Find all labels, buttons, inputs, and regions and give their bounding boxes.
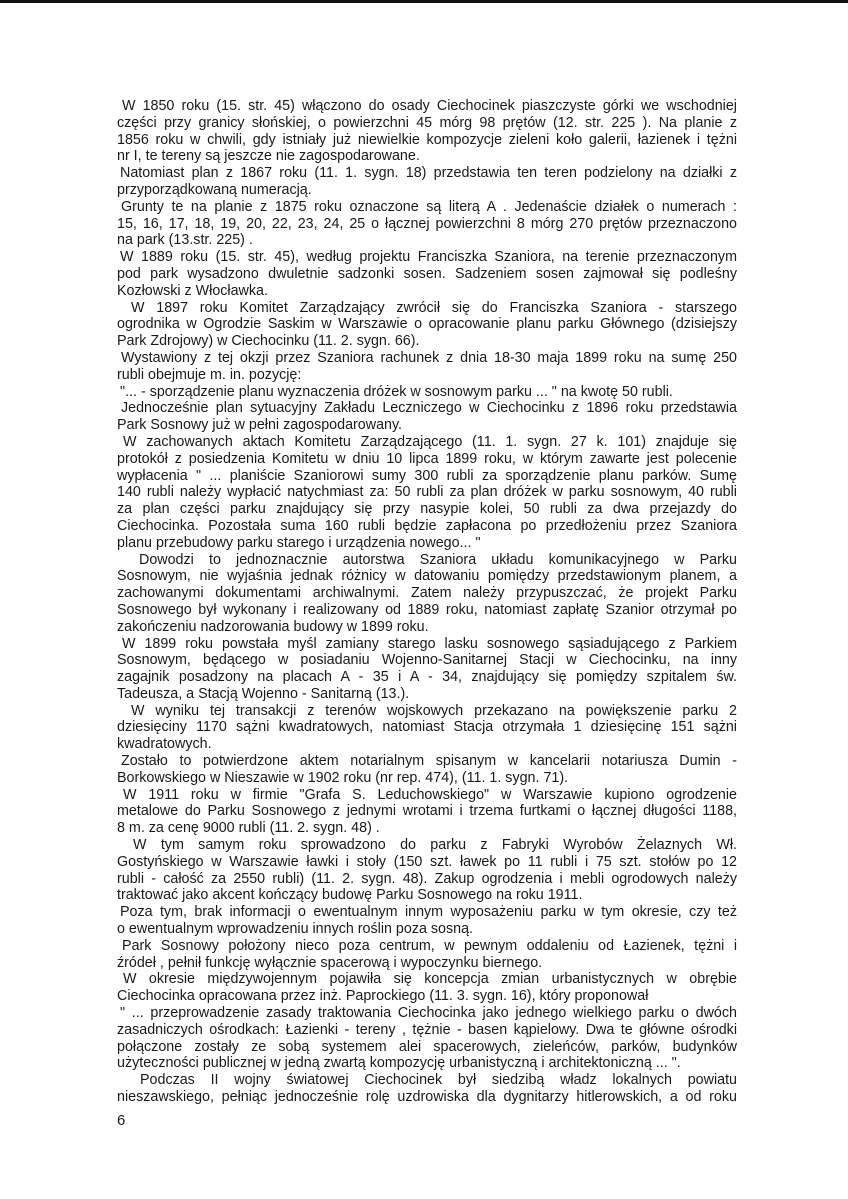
text-line: W tym samym roku sprowadzono do parku z Fabryki Wyrobów Żelaznych Wł. — [133, 837, 737, 854]
paragraph — [117, 753, 737, 787]
text-line: zakończeniu nadzorowania budowy w 1899 roku. — [117, 618, 429, 635]
text-line: Sosnowym, nie wyjaśnia jednak różnicy w datowaniu pomiędzy przedstawionym planem, a — [117, 568, 737, 585]
text-line: W 1899 roku powstała myśl zamiany starego lasku sosnowego sąsiadującego z Parkiem — [122, 635, 737, 652]
text-line: Zostało to potwierdzone aktem notarialnym spisanym w kancelarii notariusza Dumin - — [121, 753, 737, 770]
paragraph — [117, 165, 737, 199]
text-line: W 1911 roku w firmie "Grafa S. Leduchowskiego" w Warszawie kupiono ogrodzenie — [123, 786, 737, 803]
text-line: Sosnowym, będącego w posiadaniu Wojenno-Sanitarnej Stacji w Ciechocinku, na inny — [117, 652, 737, 669]
text-line: 8 m. za cenę 9000 rubli (11. 2. sygn. 48) . — [117, 820, 380, 837]
text-line: pod park wysadzono dwuletnie sadzonki sosen. Sadzeniem sosen zajmował się podleśny — [117, 265, 737, 282]
paragraph — [117, 384, 737, 401]
text-line: Grunty te na planie z 1875 roku oznaczone są literą A . Jedenaście działek o numerach : — [121, 198, 737, 215]
text-line: zagajnik posadzony na placach A - 35 i A - 34, znajdujący się pomiędzy szpitalem św. — [117, 669, 737, 686]
text-line: " ... przeprowadzenie zasady traktowania Ciechocinka jako jednego wielkiego parku o dwóch — [120, 1005, 737, 1022]
text-line: o ewentualnym wprowadzeniu innych roślin poza sosną. — [117, 921, 474, 938]
text-line: Ciechocinka. Pozostała suma 160 rubli będzie zapłacona po przedłożeniu przez Szaniora — [117, 517, 737, 534]
text-line: W wyniku tej transakcji z terenów wojskowych przekazano na powiększenie parku 2 — [131, 702, 737, 719]
text-line: dziesięciny 1170 sążni kwadratowych, natomiast Stacja otrzymała 1 dziesięcinę 151 sążni — [117, 719, 737, 736]
text-line: Podczas II wojny światowej Ciechocinek był siedzibą władz lokalnych powiatu — [140, 1072, 737, 1089]
paragraph — [117, 904, 737, 938]
paragraph — [117, 552, 737, 636]
document-body — [117, 98, 737, 1106]
paragraph — [117, 98, 737, 165]
paragraph — [117, 249, 737, 299]
paragraph — [117, 787, 737, 837]
paragraph — [117, 434, 737, 552]
paragraph — [117, 636, 737, 703]
text-line: 1856 roku w chwili, gdy istniały już niewielkie kompozycje zieleni koło galerii, łazienek i tężni — [117, 131, 737, 148]
text-line: metalowe do Parku Sosnowego z jednymi wrotami i trzema furtkami o łącznej długości 1188, — [117, 803, 737, 820]
text-line: rubli obejmuje m. in. pozycję: — [117, 366, 302, 383]
text-line: użyteczności publicznej w jedną zwartą kompozycję urbanistyczną i architektoniczną ... ". — [117, 1055, 681, 1072]
text-line: Park Sosnowy położony nieco poza centrum, w pewnym oddaleniu od Łazienek, tężni i — [122, 937, 737, 954]
text-line: protokół z posiedzenia Komitetu w dniu 10 lipca 1899 roku, w którym zawarte jest polecenie — [117, 450, 737, 467]
text-line: planu przebudowy parku starego i urządzenia nowego... " — [117, 534, 481, 551]
text-line: W 1889 roku (15. str. 45), według projektu Franciszka Szaniora, na terenie przeznaczonym — [120, 249, 737, 266]
text-line: Ciechocinka opracowana przez inż. Paprockiego (11. 3. sygn. 16), który proponował — [117, 988, 649, 1005]
text-line: Dowodzi to jednoznacznie autorstwa Szaniora układu komunikacyjnego w Parku — [139, 551, 737, 568]
paragraph — [117, 971, 737, 1005]
text-line: zachowanymi dokumentami archiwalnymi. Zatem należy przypuszczać, że projekt Parku — [117, 585, 737, 602]
paragraph — [117, 1005, 737, 1072]
text-line: rubli - całość za 2550 rubli) (11. 2. sygn. 48). Zakup ogrodzenia i mebli ogrodowych należy — [117, 870, 737, 887]
text-line: nieszawskiego, pełniąc jednocześnie rolę uzdrowiska dla dygnitarzy hitlerowskich, a od roku — [117, 1089, 737, 1106]
paragraph — [117, 199, 737, 249]
page-number: 6 — [117, 1112, 126, 1129]
text-line: kwadratowych. — [117, 736, 212, 753]
text-line: przyporządkowaną numeracją. — [117, 181, 312, 198]
text-line: wypłacenia " ... planiście Szaniorowi sumy 300 rubli za sporządzenie planu parków. Sumę — [117, 467, 737, 484]
text-line: ogrodnika w Ogrodzie Saskim w Warszawie o opracowanie planu parku Głównego (dzisiejszy — [117, 316, 737, 333]
text-line: W zachowanych aktach Komitetu Zarządzającego (11. 1. sygn. 27 k. 101) znajduje się — [123, 433, 737, 450]
text-line: 15, 16, 17, 18, 19, 20, 22, 23, 24, 25 o łącznej powierzchni 8 mórg 270 prętów przeznaczono — [117, 215, 737, 232]
text-line: Sosnowego był wykonany i realizowany od 1889 roku, natomiast zapłatę Szanior otrzymał po — [117, 601, 737, 618]
text-line: Wystawiony z tej okzji przez Szaniora rachunek z dnia 18-30 maja 1899 roku na sumę 250 — [121, 349, 737, 366]
text-line: zasadniczych ośrodkach: Łazienki - tereny , tężnie - basen kąpielowy. Dwa te główne ośrodki — [117, 1021, 737, 1038]
paragraph — [117, 1072, 737, 1106]
text-line: 140 rubli należy wypłacić natychmiast za: 50 rubli za plan dróżek w parku sosnowym, 40 rubli — [117, 484, 737, 501]
text-line: na park (13.str. 225) . — [117, 232, 253, 249]
text-line: "... - sporządzenie planu wyznaczenia dróżek w sosnowym parku ... " na kwotę 50 rubli. — [120, 383, 673, 400]
text-line: nr I, te tereny są jeszcze nie zagospodarowane. — [117, 148, 420, 165]
text-line: połączone zostały ze sobą systemem alei spacerowych, zieleńców, parków, budynków — [117, 1038, 737, 1055]
scan-border — [0, 0, 848, 3]
text-line: Gostyńskiego w Warszawie ławki i stoły (150 szt. ławek po 11 rubli i 75 szt. stołów po 12 — [117, 853, 737, 870]
text-line: traktować jako akcent kończący budowę Parku Sosnowego na roku 1911. — [117, 887, 583, 904]
text-line: W okresie międzywojennym pojawiła się koncepcja zmian urbanistycznych w obrębie — [123, 971, 737, 988]
paragraph — [117, 350, 737, 384]
paragraph — [117, 300, 737, 350]
text-line: Poza tym, brak informacji o ewentualnym innym wyposażeniu parku w tym okresie, czy też — [120, 904, 737, 921]
paragraph — [117, 400, 737, 434]
paragraph — [117, 938, 737, 972]
text-line: Park Zdrojowy) w Ciechocinku (11. 2. sygn. 66). — [117, 333, 420, 350]
text-line: Borkowskiego w Nieszawie w 1902 roku (nr rep. 474), (11. 1. sygn. 71). — [117, 769, 569, 786]
text-line: części przy granicy słońskiej, o powierzchni 45 mórg 98 prętów (12. str. 225 ). Na planie z — [117, 114, 737, 131]
paragraph — [117, 703, 737, 753]
paragraph — [117, 837, 737, 904]
text-line: W 1850 roku (15. str. 45) włączono do osady Ciechocinek piaszczyste górki we wschodniej — [122, 98, 737, 114]
text-line: za plan części parku znajdujący się przy nasypie kolei, 50 rubli za dwa przejazdy do — [117, 501, 737, 518]
text-line: Park Sosnowy już w pełni zagospodarowany. — [117, 417, 403, 434]
text-line: Jednocześnie plan sytuacyjny Zakładu Leczniczego w Ciechocinku z 1896 roku przedstawia — [121, 400, 737, 417]
text-line: Tadeusza, a Stacją Wojenno - Sanitarną (13.). — [117, 685, 410, 702]
text-line: W 1897 roku Komitet Zarządzający zwrócił się do Franciszka Szaniora - starszego — [131, 299, 737, 316]
text-line: Natomiast plan z 1867 roku (11. 1. sygn. 18) przedstawia ten teren podzielony na działki z — [120, 165, 737, 182]
text-line: Kozłowski z Włocławka. — [117, 282, 268, 299]
text-line: źródeł , pełnił funkcję wyłącznie spacerową i wypoczynku biernego. — [117, 954, 543, 971]
